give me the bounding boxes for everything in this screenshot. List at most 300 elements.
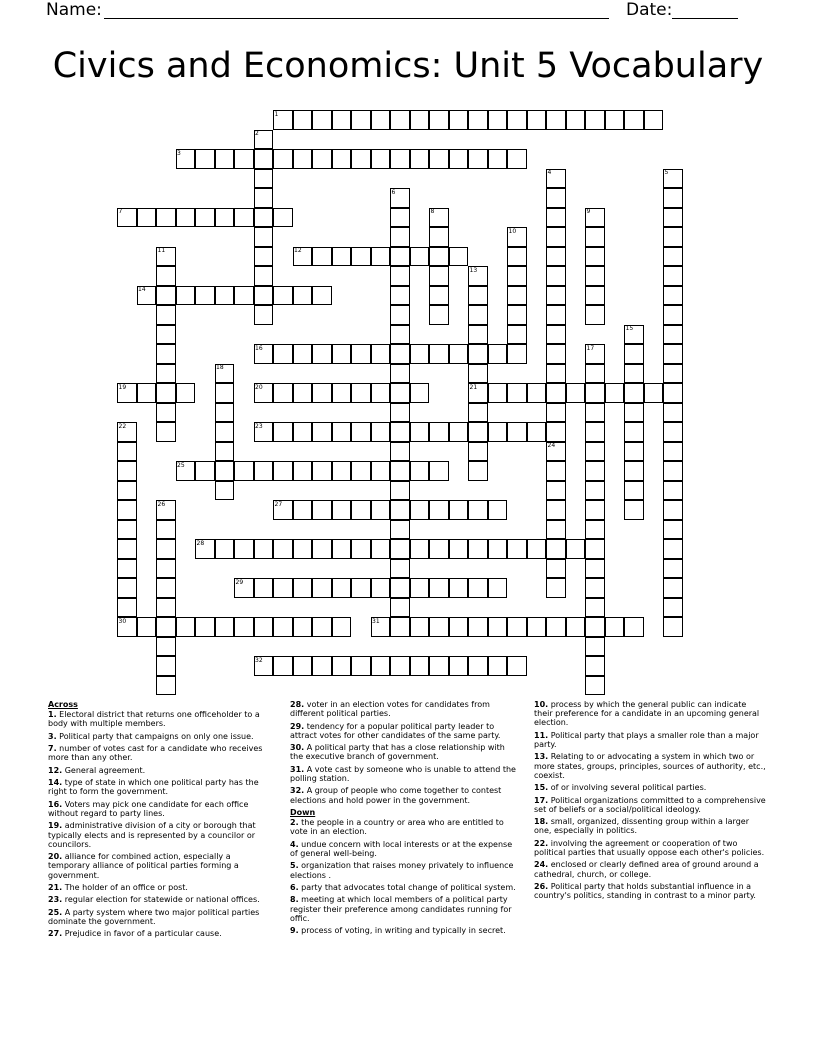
crossword-cell[interactable] <box>215 617 235 637</box>
crossword-cell[interactable] <box>254 149 274 169</box>
crossword-cell[interactable] <box>351 110 371 130</box>
crossword-cell[interactable] <box>371 149 391 169</box>
crossword-cell[interactable] <box>507 247 527 267</box>
crossword-cell[interactable] <box>507 305 527 325</box>
crossword-cell[interactable] <box>117 598 137 618</box>
crossword-cell[interactable] <box>546 481 566 501</box>
crossword-cell[interactable] <box>117 520 137 540</box>
crossword-cell[interactable] <box>449 656 469 676</box>
crossword-cell[interactable] <box>449 578 469 598</box>
crossword-cell[interactable] <box>176 383 196 403</box>
crossword-cell[interactable] <box>488 383 508 403</box>
crossword-cell[interactable] <box>410 578 430 598</box>
crossword-cell[interactable] <box>117 559 137 579</box>
crossword-cell[interactable] <box>468 442 488 462</box>
crossword-cell[interactable] <box>429 539 449 559</box>
crossword-cell[interactable] <box>624 442 644 462</box>
crossword-cell[interactable] <box>137 383 157 403</box>
crossword-cell[interactable] <box>371 247 391 267</box>
crossword-cell[interactable] <box>624 481 644 501</box>
crossword-cell[interactable] <box>546 500 566 520</box>
crossword-cell[interactable] <box>312 539 332 559</box>
crossword-cell[interactable] <box>410 617 430 637</box>
crossword-cell[interactable] <box>371 344 391 364</box>
crossword-cell[interactable] <box>390 656 410 676</box>
crossword-cell[interactable] <box>663 578 683 598</box>
crossword-cell[interactable] <box>546 539 566 559</box>
crossword-cell[interactable] <box>390 520 410 540</box>
crossword-cell[interactable] <box>215 481 235 501</box>
crossword-cell[interactable] <box>644 110 664 130</box>
crossword-cell[interactable] <box>546 188 566 208</box>
crossword-cell[interactable] <box>390 227 410 247</box>
crossword-cell[interactable] <box>273 461 293 481</box>
crossword-cell[interactable] <box>527 539 547 559</box>
crossword-cell[interactable] <box>273 344 293 364</box>
crossword-cell[interactable] <box>156 325 176 345</box>
crossword-cell[interactable] <box>332 539 352 559</box>
crossword-cell[interactable] <box>663 247 683 267</box>
crossword-cell[interactable] <box>156 266 176 286</box>
crossword-cell[interactable] <box>585 578 605 598</box>
crossword-cell[interactable] <box>273 422 293 442</box>
crossword-cell[interactable] <box>663 305 683 325</box>
crossword-cell[interactable] <box>390 539 410 559</box>
crossword-cell[interactable] <box>332 578 352 598</box>
crossword-cell[interactable] <box>546 110 566 130</box>
crossword-cell[interactable] <box>234 539 254 559</box>
crossword-cell[interactable] <box>390 617 410 637</box>
crossword-cell[interactable] <box>624 461 644 481</box>
crossword-cell[interactable] <box>546 383 566 403</box>
crossword-cell[interactable] <box>566 617 586 637</box>
crossword-cell[interactable] <box>254 578 274 598</box>
crossword-cell[interactable] <box>293 500 313 520</box>
crossword-cell[interactable] <box>624 110 644 130</box>
crossword-cell[interactable] <box>254 286 274 306</box>
crossword-cell[interactable] <box>507 149 527 169</box>
crossword-cell[interactable] <box>390 364 410 384</box>
crossword-cell[interactable] <box>410 247 430 267</box>
crossword-cell[interactable] <box>254 169 274 189</box>
crossword-cell[interactable] <box>117 481 137 501</box>
crossword-cell[interactable] <box>449 539 469 559</box>
crossword-cell[interactable] <box>585 617 605 637</box>
crossword-cell[interactable] <box>156 598 176 618</box>
crossword-cell[interactable] <box>273 539 293 559</box>
crossword-cell[interactable] <box>585 559 605 579</box>
crossword-cell[interactable] <box>312 149 332 169</box>
crossword-cell[interactable] <box>390 266 410 286</box>
crossword-cell[interactable] <box>585 461 605 481</box>
crossword-cell[interactable] <box>663 617 683 637</box>
crossword-cell[interactable] <box>585 598 605 618</box>
crossword-cell[interactable] <box>546 461 566 481</box>
crossword-cell[interactable] <box>332 383 352 403</box>
crossword-cell[interactable] <box>156 637 176 657</box>
crossword-cell[interactable] <box>312 578 332 598</box>
crossword-cell[interactable] <box>410 539 430 559</box>
crossword-cell[interactable] <box>215 286 235 306</box>
crossword-cell[interactable] <box>156 559 176 579</box>
crossword-cell[interactable] <box>293 617 313 637</box>
crossword-cell[interactable] <box>254 461 274 481</box>
crossword-cell[interactable] <box>156 208 176 228</box>
crossword-cell[interactable] <box>449 247 469 267</box>
crossword-cell[interactable] <box>663 325 683 345</box>
crossword-cell[interactable] <box>410 500 430 520</box>
crossword-cell[interactable] <box>663 188 683 208</box>
crossword-cell[interactable] <box>605 383 625 403</box>
crossword-cell[interactable] <box>663 500 683 520</box>
crossword-cell[interactable] <box>429 247 449 267</box>
crossword-cell[interactable] <box>234 208 254 228</box>
crossword-cell[interactable] <box>117 461 137 481</box>
crossword-cell[interactable] <box>176 617 196 637</box>
crossword-cell[interactable] <box>468 539 488 559</box>
crossword-cell[interactable] <box>254 208 274 228</box>
crossword-cell[interactable] <box>312 286 332 306</box>
crossword-cell[interactable] <box>176 208 196 228</box>
crossword-cell[interactable] <box>429 266 449 286</box>
crossword-cell[interactable] <box>351 247 371 267</box>
crossword-cell[interactable] <box>371 383 391 403</box>
crossword-cell[interactable] <box>546 617 566 637</box>
crossword-cell[interactable] <box>507 422 527 442</box>
crossword-cell[interactable] <box>293 383 313 403</box>
crossword-cell[interactable] <box>468 422 488 442</box>
crossword-cell[interactable] <box>663 559 683 579</box>
crossword-cell[interactable] <box>176 286 196 306</box>
crossword-cell[interactable] <box>449 617 469 637</box>
crossword-cell[interactable] <box>429 305 449 325</box>
crossword-cell[interactable] <box>312 617 332 637</box>
crossword-cell[interactable] <box>585 266 605 286</box>
crossword-cell[interactable] <box>663 208 683 228</box>
crossword-cell[interactable] <box>390 442 410 462</box>
crossword-cell[interactable] <box>585 227 605 247</box>
crossword-cell[interactable] <box>605 617 625 637</box>
crossword-cell[interactable] <box>468 305 488 325</box>
crossword-cell[interactable] <box>215 383 235 403</box>
crossword-cell[interactable] <box>293 149 313 169</box>
crossword-cell[interactable] <box>449 422 469 442</box>
crossword-cell[interactable] <box>663 442 683 462</box>
crossword-cell[interactable] <box>410 422 430 442</box>
crossword-cell[interactable] <box>156 656 176 676</box>
crossword-cell[interactable] <box>293 344 313 364</box>
crossword-cell[interactable] <box>390 500 410 520</box>
crossword-cell[interactable] <box>332 461 352 481</box>
crossword-cell[interactable] <box>507 656 527 676</box>
crossword-cell[interactable] <box>585 481 605 501</box>
crossword-cell[interactable] <box>468 325 488 345</box>
crossword-cell[interactable] <box>293 110 313 130</box>
crossword-cell[interactable] <box>117 578 137 598</box>
crossword-cell[interactable] <box>507 344 527 364</box>
crossword-cell[interactable] <box>585 110 605 130</box>
crossword-cell[interactable] <box>546 266 566 286</box>
crossword-cell[interactable] <box>663 266 683 286</box>
crossword-cell[interactable] <box>410 656 430 676</box>
crossword-cell[interactable] <box>663 403 683 423</box>
crossword-cell[interactable] <box>156 578 176 598</box>
crossword-cell[interactable] <box>371 539 391 559</box>
crossword-cell[interactable] <box>507 383 527 403</box>
crossword-cell[interactable] <box>527 617 547 637</box>
crossword-cell[interactable] <box>254 539 274 559</box>
crossword-cell[interactable] <box>351 422 371 442</box>
crossword-cell[interactable] <box>215 442 235 462</box>
crossword-cell[interactable] <box>585 539 605 559</box>
crossword-cell[interactable] <box>215 539 235 559</box>
crossword-cell[interactable] <box>546 559 566 579</box>
crossword-cell[interactable] <box>117 539 137 559</box>
crossword-cell[interactable] <box>488 344 508 364</box>
crossword-cell[interactable] <box>663 598 683 618</box>
crossword-cell[interactable] <box>546 422 566 442</box>
crossword-cell[interactable] <box>429 500 449 520</box>
crossword-cell[interactable] <box>429 578 449 598</box>
crossword-cell[interactable] <box>429 344 449 364</box>
crossword-cell[interactable] <box>507 266 527 286</box>
crossword-cell[interactable] <box>390 598 410 618</box>
crossword-cell[interactable] <box>468 403 488 423</box>
crossword-cell[interactable] <box>468 149 488 169</box>
crossword-cell[interactable] <box>390 305 410 325</box>
crossword-cell[interactable] <box>585 656 605 676</box>
crossword-cell[interactable] <box>254 188 274 208</box>
crossword-cell[interactable] <box>527 110 547 130</box>
crossword-cell[interactable] <box>312 500 332 520</box>
crossword-cell[interactable] <box>156 383 176 403</box>
crossword-cell[interactable] <box>449 344 469 364</box>
crossword-cell[interactable] <box>566 539 586 559</box>
crossword-cell[interactable] <box>449 149 469 169</box>
crossword-cell[interactable] <box>429 617 449 637</box>
crossword-cell[interactable] <box>488 500 508 520</box>
crossword-cell[interactable] <box>332 247 352 267</box>
crossword-cell[interactable] <box>254 305 274 325</box>
crossword-cell[interactable] <box>546 247 566 267</box>
crossword-cell[interactable] <box>312 422 332 442</box>
crossword-cell[interactable] <box>546 227 566 247</box>
crossword-cell[interactable] <box>156 676 176 696</box>
crossword-cell[interactable] <box>332 500 352 520</box>
crossword-cell[interactable] <box>312 344 332 364</box>
crossword-cell[interactable] <box>605 110 625 130</box>
crossword-cell[interactable] <box>585 305 605 325</box>
crossword-cell[interactable] <box>624 617 644 637</box>
crossword-cell[interactable] <box>332 422 352 442</box>
crossword-cell[interactable] <box>410 461 430 481</box>
crossword-cell[interactable] <box>624 364 644 384</box>
crossword-cell[interactable] <box>468 110 488 130</box>
crossword-cell[interactable] <box>371 578 391 598</box>
crossword-cell[interactable] <box>390 325 410 345</box>
crossword-cell[interactable] <box>293 461 313 481</box>
crossword-cell[interactable] <box>195 208 215 228</box>
crossword-cell[interactable] <box>429 227 449 247</box>
crossword-cell[interactable] <box>410 383 430 403</box>
crossword-cell[interactable] <box>429 286 449 306</box>
crossword-cell[interactable] <box>215 403 235 423</box>
crossword-cell[interactable] <box>195 149 215 169</box>
crossword-cell[interactable] <box>254 227 274 247</box>
crossword-cell[interactable] <box>585 403 605 423</box>
crossword-cell[interactable] <box>663 422 683 442</box>
crossword-cell[interactable] <box>585 286 605 306</box>
crossword-cell[interactable] <box>449 110 469 130</box>
crossword-cell[interactable] <box>273 286 293 306</box>
crossword-cell[interactable] <box>254 617 274 637</box>
crossword-cell[interactable] <box>488 617 508 637</box>
crossword-cell[interactable] <box>507 325 527 345</box>
crossword-cell[interactable] <box>624 500 644 520</box>
crossword-cell[interactable] <box>488 578 508 598</box>
crossword-cell[interactable] <box>468 344 488 364</box>
crossword-cell[interactable] <box>546 520 566 540</box>
crossword-cell[interactable] <box>371 110 391 130</box>
crossword-cell[interactable] <box>293 656 313 676</box>
crossword-cell[interactable] <box>527 422 547 442</box>
crossword-cell[interactable] <box>468 461 488 481</box>
crossword-cell[interactable] <box>390 578 410 598</box>
crossword-cell[interactable] <box>156 520 176 540</box>
crossword-cell[interactable] <box>585 247 605 267</box>
crossword-cell[interactable] <box>390 461 410 481</box>
crossword-cell[interactable] <box>390 247 410 267</box>
crossword-cell[interactable] <box>624 344 644 364</box>
crossword-cell[interactable] <box>156 422 176 442</box>
crossword-cell[interactable] <box>195 286 215 306</box>
crossword-cell[interactable] <box>429 422 449 442</box>
crossword-cell[interactable] <box>332 110 352 130</box>
crossword-cell[interactable] <box>410 344 430 364</box>
crossword-cell[interactable] <box>215 422 235 442</box>
crossword-cell[interactable] <box>254 266 274 286</box>
crossword-cell[interactable] <box>371 656 391 676</box>
crossword-cell[interactable] <box>546 344 566 364</box>
crossword-cell[interactable] <box>293 286 313 306</box>
crossword-cell[interactable] <box>624 403 644 423</box>
crossword-cell[interactable] <box>507 110 527 130</box>
crossword-cell[interactable] <box>351 500 371 520</box>
crossword-cell[interactable] <box>507 539 527 559</box>
crossword-cell[interactable] <box>585 422 605 442</box>
crossword-cell[interactable] <box>371 422 391 442</box>
crossword-cell[interactable] <box>663 364 683 384</box>
crossword-cell[interactable] <box>137 208 157 228</box>
crossword-cell[interactable] <box>156 539 176 559</box>
crossword-cell[interactable] <box>390 559 410 579</box>
crossword-cell[interactable] <box>215 461 235 481</box>
crossword-cell[interactable] <box>449 500 469 520</box>
crossword-cell[interactable] <box>293 539 313 559</box>
crossword-cell[interactable] <box>546 364 566 384</box>
crossword-cell[interactable] <box>293 422 313 442</box>
crossword-cell[interactable] <box>546 305 566 325</box>
crossword-cell[interactable] <box>351 383 371 403</box>
crossword-cell[interactable] <box>156 344 176 364</box>
crossword-cell[interactable] <box>351 461 371 481</box>
crossword-cell[interactable] <box>507 617 527 637</box>
crossword-cell[interactable] <box>195 617 215 637</box>
crossword-cell[interactable] <box>663 286 683 306</box>
crossword-cell[interactable] <box>585 500 605 520</box>
crossword-cell[interactable] <box>234 617 254 637</box>
crossword-cell[interactable] <box>273 383 293 403</box>
crossword-cell[interactable] <box>293 578 313 598</box>
crossword-cell[interactable] <box>312 656 332 676</box>
crossword-cell[interactable] <box>488 422 508 442</box>
crossword-cell[interactable] <box>137 617 157 637</box>
crossword-cell[interactable] <box>332 344 352 364</box>
crossword-cell[interactable] <box>156 617 176 637</box>
crossword-cell[interactable] <box>585 364 605 384</box>
crossword-cell[interactable] <box>390 286 410 306</box>
crossword-cell[interactable] <box>488 539 508 559</box>
crossword-cell[interactable] <box>566 383 586 403</box>
crossword-cell[interactable] <box>332 617 352 637</box>
crossword-cell[interactable] <box>215 149 235 169</box>
crossword-cell[interactable] <box>546 325 566 345</box>
crossword-cell[interactable] <box>390 383 410 403</box>
crossword-cell[interactable] <box>663 461 683 481</box>
crossword-cell[interactable] <box>390 149 410 169</box>
crossword-cell[interactable] <box>371 500 391 520</box>
crossword-cell[interactable] <box>624 422 644 442</box>
crossword-cell[interactable] <box>234 461 254 481</box>
crossword-cell[interactable] <box>273 149 293 169</box>
crossword-cell[interactable] <box>195 461 215 481</box>
crossword-cell[interactable] <box>215 208 235 228</box>
crossword-cell[interactable] <box>429 149 449 169</box>
crossword-cell[interactable] <box>390 208 410 228</box>
crossword-cell[interactable] <box>312 383 332 403</box>
crossword-cell[interactable] <box>351 656 371 676</box>
crossword-cell[interactable] <box>390 422 410 442</box>
crossword-cell[interactable] <box>468 656 488 676</box>
crossword-cell[interactable] <box>663 227 683 247</box>
crossword-cell[interactable] <box>507 286 527 306</box>
crossword-cell[interactable] <box>273 578 293 598</box>
crossword-cell[interactable] <box>234 286 254 306</box>
crossword-cell[interactable] <box>488 656 508 676</box>
crossword-cell[interactable] <box>390 110 410 130</box>
crossword-cell[interactable] <box>312 110 332 130</box>
crossword-cell[interactable] <box>351 578 371 598</box>
crossword-cell[interactable] <box>390 344 410 364</box>
crossword-cell[interactable] <box>156 286 176 306</box>
crossword-cell[interactable] <box>273 208 293 228</box>
crossword-cell[interactable] <box>663 520 683 540</box>
crossword-cell[interactable] <box>546 403 566 423</box>
crossword-cell[interactable] <box>117 442 137 462</box>
crossword-cell[interactable] <box>410 149 430 169</box>
crossword-cell[interactable] <box>585 520 605 540</box>
crossword-cell[interactable] <box>488 110 508 130</box>
crossword-cell[interactable] <box>488 149 508 169</box>
crossword-cell[interactable] <box>585 442 605 462</box>
crossword-cell[interactable] <box>410 110 430 130</box>
crossword-cell[interactable] <box>234 149 254 169</box>
crossword-cell[interactable] <box>117 500 137 520</box>
crossword-cell[interactable] <box>663 383 683 403</box>
crossword-cell[interactable] <box>468 364 488 384</box>
crossword-cell[interactable] <box>351 539 371 559</box>
crossword-cell[interactable] <box>273 617 293 637</box>
